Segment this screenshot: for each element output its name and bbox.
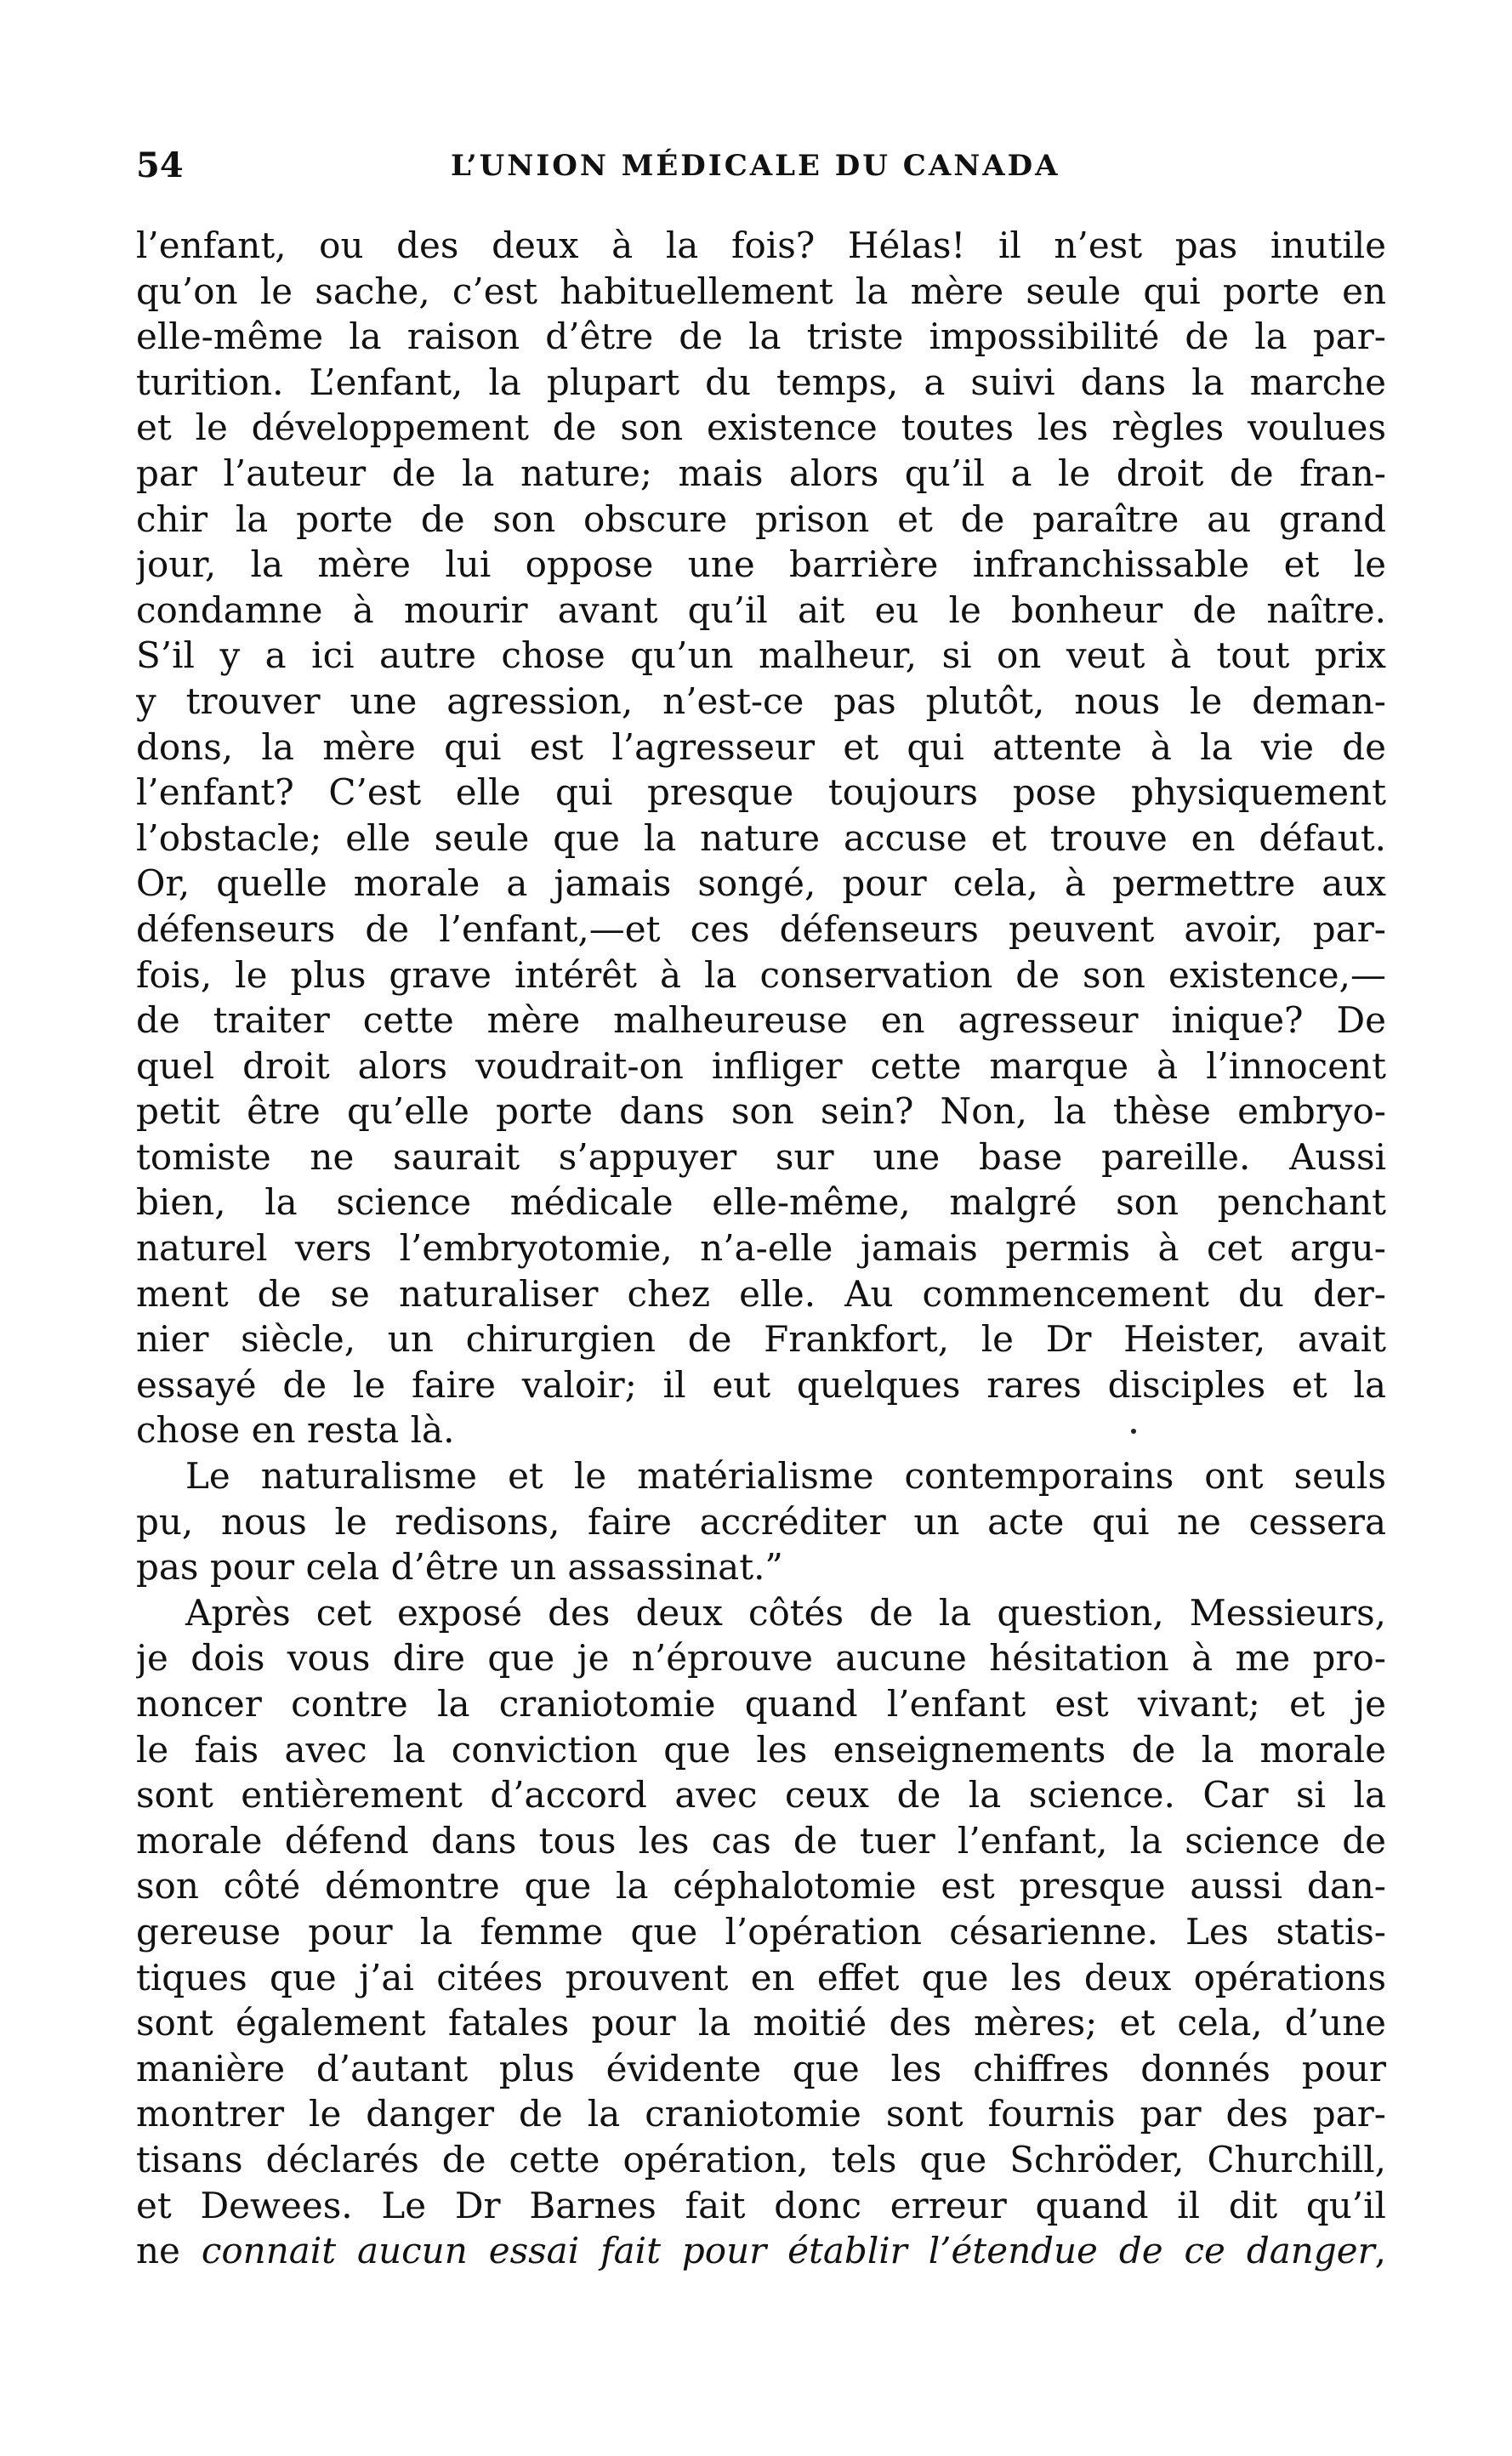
text-line: y trouver une agression, n’est-ce pas plutôt, nous le deman- <box>136 679 1386 722</box>
text-line: essayé de le faire valoir; il eut quelques rares disciples et la <box>136 1363 1386 1406</box>
last-line-italic: connait aucun essai fait pour établir l’étendue de ce danger <box>201 2230 1375 2272</box>
text-line: noncer contre la craniotomie quand l’enfant est vivant; et je <box>136 1683 1386 1725</box>
text-line: montrer le danger de la craniotomie sont fournis par des par- <box>136 2093 1386 2135</box>
text-line: je dois vous dire que je n’éprouve aucune hésitation à me pro- <box>136 1637 1386 1680</box>
text-line: jour, la mère lui oppose une barrière infranchissable et le <box>136 543 1386 586</box>
print-speck <box>1131 1429 1136 1434</box>
text-line: le fais avec la conviction que les enseignements de la morale <box>136 1728 1386 1771</box>
text-line: manière d’autant plus évidente que les chiffres donnés pour <box>136 2047 1386 2089</box>
text-line: bien, la science médicale elle-même, malgré son penchant <box>136 1181 1386 1224</box>
text-line: sont entièrement d’accord avec ceux de la science. Car si la <box>136 1774 1386 1816</box>
text-line: sont également fatales pour la moitié des mères; et cela, d’une <box>136 2002 1386 2044</box>
text-line: dons, la mère qui est l’agresseur et qui attente à la vie de <box>136 725 1386 768</box>
text-line: ment de se naturaliser chez elle. Au commencement du der- <box>136 1272 1386 1315</box>
text-line: tomiste ne saurait s’appuyer sur une base pareille. Aussi <box>136 1135 1386 1178</box>
last-line-suffix: , <box>1374 2230 1386 2272</box>
last-line-prefix: ne <box>136 2230 202 2272</box>
text-line: et Dewees. Le Dr Barnes fait donc erreur quand il dit qu’il <box>136 2184 1386 2226</box>
text-line: S’il y a ici autre chose qu’un malheur, si on veut à tout prix <box>136 634 1386 677</box>
text-line: Le naturalisme et le matérialisme contemporains ont seuls <box>185 1455 1386 1498</box>
text-line: gereuse pour la femme que l’opération césarienne. Les statis- <box>136 1910 1386 1953</box>
text-line-last <box>136 2228 1386 2274</box>
text-line: petit être qu’elle porte dans son sein? Non, la thèse embryo- <box>136 1090 1386 1133</box>
page-header <box>136 140 1386 191</box>
text-line: chir la porte de son obscure prison et de paraître au grand <box>136 497 1386 540</box>
text-line: naturel vers l’embryotomie, n’a-elle jamais permis à cet argu- <box>136 1227 1386 1270</box>
text-line: Or, quelle morale a jamais songé, pour cela, à permettre aux <box>136 862 1386 905</box>
text-line: tiques que j’ai citées prouvent en effet que les deux opérations <box>136 1956 1386 1998</box>
text-line: l’enfant, ou des deux à la fois? Hélas! il n’est pas inutile <box>136 225 1386 266</box>
text-line: l’obstacle; elle seule que la nature accuse et trouve en défaut. <box>136 816 1386 859</box>
running-title: L’UNION MÉDICALE DU CANADA <box>451 149 1060 183</box>
text-line: et le développement de son existence toutes les règles voulues <box>136 406 1386 449</box>
text-line: pas pour cela d’être un assassinat.” <box>136 1546 783 1589</box>
text-line: l’enfant? C’est elle qui presque toujours pose physiquement <box>136 771 1386 814</box>
text-line: défenseurs de l’enfant,—et ces défenseurs peuvent avoir, par- <box>136 907 1386 950</box>
text-line: elle-même la raison d’être de la triste impossibilité de la par- <box>136 316 1386 358</box>
text-line: nier siècle, un chirurgien de Frankfort, le Dr Heister, avait <box>136 1318 1386 1361</box>
page-number: 54 <box>136 145 184 185</box>
text-line: pu, nous le redisons, faire accréditer un acte qui ne cessera <box>136 1500 1386 1543</box>
text-line: chose en resta là. <box>136 1409 455 1452</box>
text-line: fois, le plus grave intérêt à la conservation de son existence,— <box>136 953 1386 996</box>
text-line: morale défend dans tous les cas de tuer l’enfant, la science de <box>136 1819 1386 1862</box>
text-line: tisans déclarés de cette opération, tels que Schröder, Churchill, <box>136 2138 1386 2180</box>
text-line: condamne à mourir avant qu’il ait eu le bonheur de naître. <box>136 588 1386 631</box>
text-line: par l’auteur de la nature; mais alors qu’il a le droit de fran- <box>136 452 1386 494</box>
text-line: qu’on le sache, c’est habituellement la mère seule qui porte en <box>136 270 1386 312</box>
text-line: quel droit alors voudrait-on infliger cette marque à l’innocent <box>136 1044 1386 1087</box>
text-line: Après cet exposé des deux côtés de la question, Messieurs, <box>185 1591 1386 1634</box>
text-line: son côté démontre que la céphalotomie est presque aussi dan- <box>136 1865 1386 1907</box>
body-text <box>136 223 1386 2274</box>
text-line: de traiter cette mère malheureuse en agresseur inique? De <box>136 999 1386 1042</box>
text-line: turition. L’enfant, la plupart du temps, a suivi dans la marche <box>136 361 1386 403</box>
